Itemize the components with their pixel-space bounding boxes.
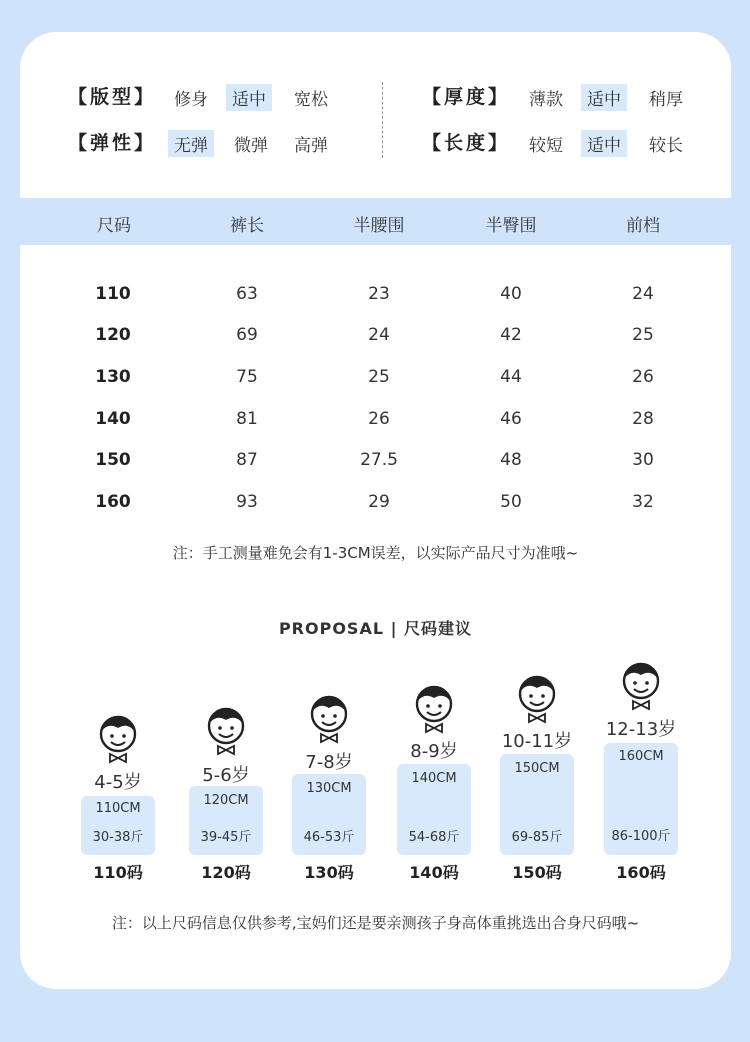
proposal-weight: 46-53斤	[303, 830, 355, 845]
table-cell: 160	[95, 492, 131, 512]
table-row	[20, 450, 731, 480]
length-option-medium: 适中	[581, 130, 627, 157]
child-face-icon	[411, 682, 457, 734]
fit-option-loose: 宽松	[294, 90, 328, 110]
proposal-height: 140CM	[411, 771, 457, 786]
header-hip: 半臀围	[485, 216, 537, 236]
proposal-size-code: 130码	[304, 863, 354, 882]
size-table-header	[20, 198, 731, 245]
length-option-long: 较长	[649, 136, 683, 156]
fit-option-regular: 适中	[226, 84, 272, 111]
proposal-age: 8-9岁	[410, 741, 458, 762]
table-cell: 42	[500, 325, 522, 345]
table-cell: 93	[236, 492, 258, 512]
proposal-height: 120CM	[203, 793, 249, 808]
table-cell: 23	[368, 284, 390, 304]
proposal-height: 160CM	[618, 749, 664, 764]
child-face-icon	[203, 704, 249, 756]
child-face-icon	[95, 712, 141, 764]
length-label: 【长度】	[422, 132, 511, 154]
length-option-short: 较短	[529, 136, 563, 156]
table-cell: 63	[236, 284, 258, 304]
table-cell: 32	[632, 492, 654, 512]
proposal-weight: 69-85斤	[511, 830, 563, 845]
table-cell: 30	[632, 450, 654, 470]
proposal-height: 110CM	[95, 801, 141, 816]
proposal-height: 150CM	[514, 761, 560, 776]
proposal-age: 5-6岁	[202, 765, 250, 786]
table-row	[20, 409, 731, 439]
table-cell: 25	[632, 325, 654, 345]
table-cell: 81	[236, 409, 258, 429]
header-length: 裤长	[230, 216, 264, 236]
header-waist: 半腰围	[353, 216, 405, 236]
thickness-option-thin: 薄款	[529, 90, 563, 110]
elasticity-option-slight: 微弹	[234, 136, 268, 156]
table-cell: 26	[632, 367, 654, 387]
proposal-weight: 39-45斤	[200, 830, 252, 845]
proposal-size-code: 120码	[201, 863, 251, 882]
proposal-weight: 86-100斤	[611, 829, 671, 844]
table-cell: 140	[95, 409, 131, 429]
table-cell: 75	[236, 367, 258, 387]
table-cell: 87	[236, 450, 258, 470]
table-cell: 46	[500, 409, 522, 429]
size-chart-card	[20, 32, 731, 989]
fit-option-slim: 修身	[174, 90, 208, 110]
proposal-note: 注：以上尺码信息仅供参考,宝妈们还是要亲测孩子身高体重挑选出合身尺码哦~	[111, 914, 640, 932]
table-cell: 110	[95, 284, 131, 304]
proposal-weight: 30-38斤	[92, 830, 144, 845]
proposal-age: 10-11岁	[501, 731, 573, 752]
proposal-height: 130CM	[306, 781, 352, 796]
table-cell: 28	[632, 409, 654, 429]
attr-divider	[382, 82, 383, 158]
table-row	[20, 284, 731, 314]
elasticity-label: 【弹性】	[68, 132, 157, 154]
proposal-size-code: 150码	[512, 863, 562, 882]
thickness-option-medium: 适中	[581, 84, 627, 111]
thickness-option-thick: 稍厚	[649, 90, 683, 110]
table-cell: 25	[368, 367, 390, 387]
table-cell: 29	[368, 492, 390, 512]
table-cell: 40	[500, 284, 522, 304]
elasticity-option-none: 无弹	[168, 130, 214, 157]
child-face-icon	[618, 659, 664, 711]
table-cell: 24	[632, 284, 654, 304]
proposal-title: PROPOSAL | 尺码建议	[278, 619, 473, 638]
header-size: 尺码	[97, 216, 131, 236]
table-cell: 44	[500, 367, 522, 387]
proposal-size-code: 110码	[93, 863, 143, 882]
child-face-icon	[514, 672, 560, 724]
fit-label: 【版型】	[68, 86, 157, 108]
proposal-age: 4-5岁	[94, 772, 142, 793]
attr-row-1	[20, 82, 731, 112]
table-cell: 150	[95, 450, 131, 470]
measurement-note: 注：手工测量难免会有1-3CM误差，以实际产品尺寸为准哦~	[172, 544, 579, 562]
table-row	[20, 325, 731, 355]
child-face-icon	[306, 692, 352, 744]
thickness-label: 【厚度】	[422, 86, 511, 108]
elasticity-option-high: 高弹	[294, 136, 328, 156]
table-row	[20, 492, 731, 522]
proposal-age: 12-13岁	[605, 719, 677, 740]
table-cell: 24	[368, 325, 390, 345]
proposal-size-code: 160码	[616, 863, 666, 882]
header-rise: 前档	[626, 216, 660, 236]
table-cell: 50	[500, 492, 522, 512]
table-cell: 27.5	[360, 450, 398, 470]
table-cell: 69	[236, 325, 258, 345]
proposal-size-code: 140码	[409, 863, 459, 882]
proposal-weight: 54-68斤	[408, 830, 460, 845]
table-cell: 130	[95, 367, 131, 387]
table-cell: 120	[95, 325, 131, 345]
attr-row-2	[20, 128, 731, 158]
table-cell: 26	[368, 409, 390, 429]
table-cell: 48	[500, 450, 522, 470]
table-row	[20, 367, 731, 397]
proposal-age: 7-8岁	[305, 752, 353, 773]
